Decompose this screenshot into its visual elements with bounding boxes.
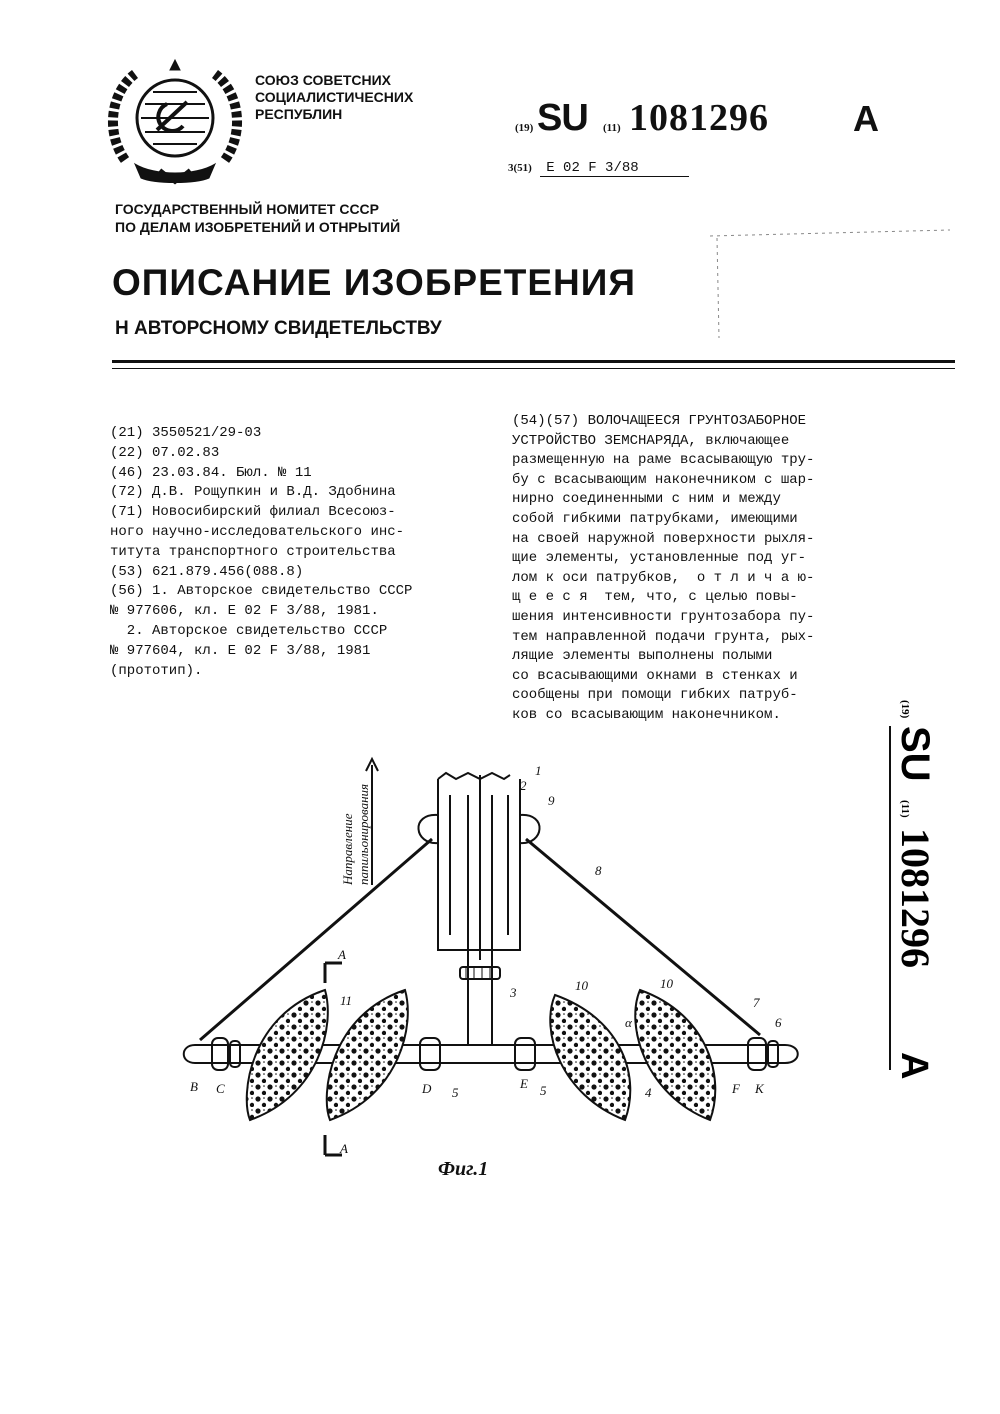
state-committee xyxy=(115,200,400,236)
direction-label: Направление xyxy=(340,813,355,885)
code-19: (19) xyxy=(515,122,534,134)
label-numeral: 8 xyxy=(595,863,602,878)
library-stamp-outline xyxy=(705,228,955,348)
abstract-line: лящие элементы выполнены полыми xyxy=(512,648,773,665)
label-numeral: 6 xyxy=(775,1015,782,1030)
abstract-line: размещенную на раме всасывающую тру- xyxy=(512,452,815,469)
abstract-line: сообщены при помощи гибких патруб- xyxy=(512,687,798,704)
abstract-claims xyxy=(512,412,912,726)
ipc-classification xyxy=(508,160,689,176)
committee-line: ГОСУДАРСТВЕННЫЙ НОМИТЕТ СССР xyxy=(115,201,380,217)
label-letter: E xyxy=(520,1076,528,1091)
biblio-line: № 977606, кл. Е 02 F 3/88, 1981. xyxy=(110,603,379,620)
side-code-11: (11) xyxy=(899,800,911,818)
label-numeral: 5 xyxy=(540,1083,547,1098)
label-numeral: 5 xyxy=(452,1085,459,1100)
label-letter: D xyxy=(422,1081,432,1096)
ussr-state-emblem xyxy=(105,52,245,192)
committee-line: ПО ДЕЛАМ ИЗОБРЕТЕНИЙ И ОТНРЫТИЙ xyxy=(115,219,401,235)
country-line: РЕСПУБЛИН xyxy=(255,106,343,122)
header-rule-thin xyxy=(112,368,955,369)
abstract-line: лом к оси патрубков, о т л и ч а ю- xyxy=(512,569,815,586)
country-line: СОЮЗ СОВЕТСНИХ xyxy=(255,72,392,88)
biblio-line: (прототип). xyxy=(110,662,203,679)
side-country-code: SU xyxy=(893,726,937,782)
figure-1-drawing xyxy=(170,735,830,1195)
kind-code: A xyxy=(853,98,879,139)
label-section: A xyxy=(340,1141,348,1156)
side-number: 1081296 xyxy=(893,828,938,968)
abstract-line: тем направленной подачи грунта, рых- xyxy=(512,628,815,645)
biblio-line: (46) 23.03.84. Бюл. № 11 xyxy=(110,464,312,481)
label-numeral: 1 xyxy=(535,763,542,778)
side-code-19: (19) xyxy=(899,700,911,719)
label-letter: B xyxy=(190,1079,198,1094)
biblio-line: (22) 07.02.83 xyxy=(110,444,220,461)
label-numeral: 10 xyxy=(660,976,673,991)
label-numeral: 11 xyxy=(340,993,353,1008)
publication-number xyxy=(515,94,885,140)
label-numeral: 3 xyxy=(510,985,517,1000)
abstract-line: бу с всасывающим наконечником с шар- xyxy=(512,471,815,488)
figure-caption: Фиг.1 xyxy=(438,1158,489,1180)
code-11: (11) xyxy=(603,122,621,134)
abstract-line: на своей наружной поверхности рыхля- xyxy=(512,530,815,547)
bibliographic-data xyxy=(110,424,470,681)
label-numeral: 7 xyxy=(753,995,760,1010)
country-code: SU xyxy=(537,97,588,139)
label-numeral: 4 xyxy=(645,1085,652,1100)
ipc-value: E 02 F 3/88 xyxy=(540,160,688,177)
label-numeral: 9 xyxy=(548,793,555,808)
side-kind: A xyxy=(893,1052,935,1080)
label-numeral: 2 xyxy=(520,778,527,793)
abstract-line: со всасывающими окнами в стенках и xyxy=(512,667,798,684)
abstract-line: ков со всасывающим наконечником. xyxy=(512,706,781,723)
abstract-line: щ е е с я тем, что, с целью повы- xyxy=(512,589,798,606)
label-letter: C xyxy=(216,1081,225,1096)
label-angle: α xyxy=(625,1015,632,1030)
ipc-prefix: 3(51) xyxy=(508,162,532,174)
biblio-line: (72) Д.В. Рощупкин и В.Д. Здобнина xyxy=(110,484,396,501)
abstract-line: собой гибкими патрубками, имеющими xyxy=(512,510,798,527)
country-line: СОЦИАЛИСТИЧЕСНИХ xyxy=(255,89,414,105)
label-letter: F xyxy=(732,1081,740,1096)
biblio-line: 2. Авторское свидетельство СССР xyxy=(110,622,388,639)
vertical-publication-number xyxy=(882,690,962,1110)
label-letter: K xyxy=(755,1081,764,1096)
biblio-line: № 977604, кл. Е 02 F 3/88, 1981 xyxy=(110,642,371,659)
biblio-line: (53) 621.879.456(088.8) xyxy=(110,563,304,580)
document-subtitle: Н АВТОРСНОМУ СВИДЕТЕЛЬСТВУ xyxy=(115,318,442,339)
biblio-line: (56) 1. Авторское свидетельство СССР xyxy=(110,583,413,600)
header-rule xyxy=(112,360,955,363)
patent-number: 1081296 xyxy=(629,97,769,139)
label-section: A xyxy=(338,947,346,962)
label-numeral: 10 xyxy=(575,978,588,993)
document-title: ОПИСАНИЕ ИЗОБРЕТЕНИЯ xyxy=(112,262,636,303)
direction-label: папильонирования xyxy=(356,783,371,885)
country-name xyxy=(255,72,475,123)
biblio-line: ного научно-исследовательского инс- xyxy=(110,523,405,540)
abstract-line: щие элементы, установленные под уг- xyxy=(512,550,807,567)
abstract-line: (54)(57) ВОЛОЧАЩЕЕСЯ ГРУНТОЗАБОРНОЕ xyxy=(512,413,807,429)
abstract-line: шения интенсивности грунтозабора пу- xyxy=(512,608,815,625)
biblio-line: (21) 3550521/29-03 xyxy=(110,425,262,441)
abstract-line: УСТРОЙСТВО ЗЕМСНАРЯДА, включающее xyxy=(512,432,790,449)
abstract-line: нирно соединенными с ним и между xyxy=(512,491,781,508)
biblio-line: (71) Новосибирский филиал Всесоюз- xyxy=(110,504,396,521)
biblio-line: титута транспортного строительства xyxy=(110,543,396,560)
